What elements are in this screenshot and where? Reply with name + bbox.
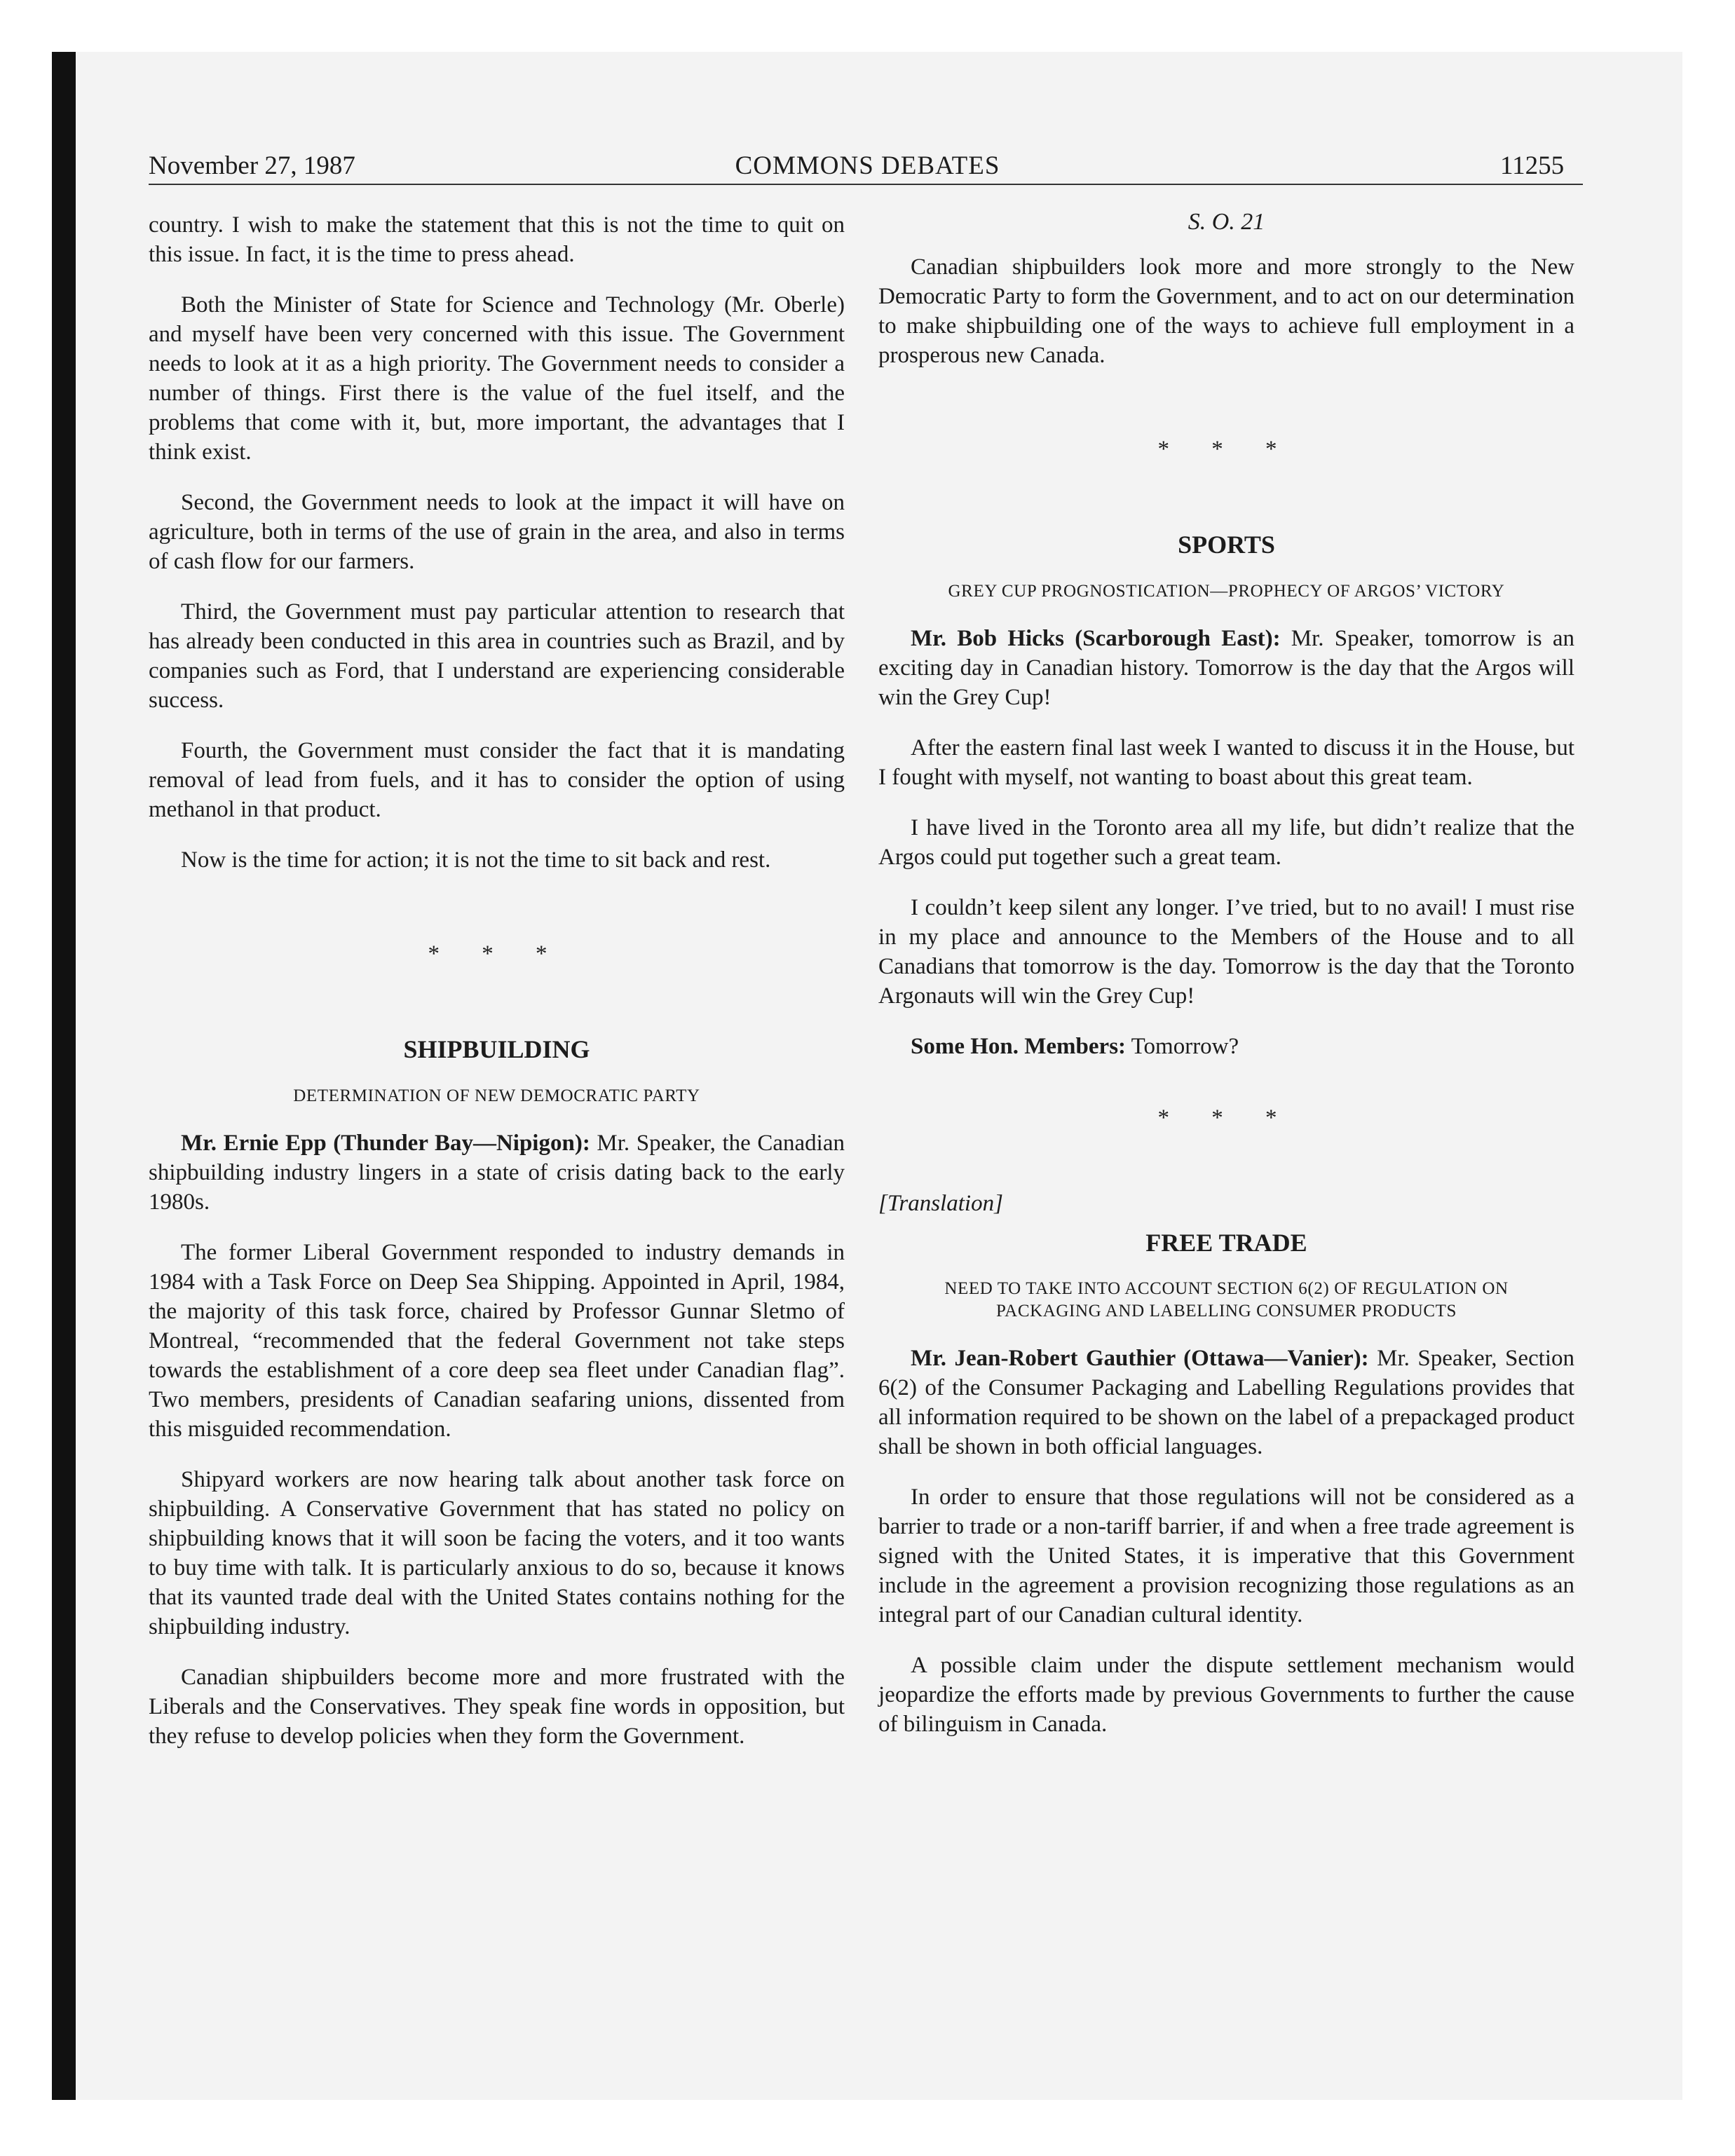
speech-text: Mr. Speaker, tomorrow is an exciting day in Canadian history. Tomorrow is the day that the Argos will win the Grey Cup! [878,625,1575,710]
paragraph: Now is the time for action; it is not the time to sit back and rest. [181,847,771,873]
speech-text: Mr. Speaker, the Canadian shipbuilding industry lingers in a state of crisis dating back to the early 1980s. [149,1130,845,1215]
section-subheading: DETERMINATION OF NEW DEMOCRATIC PARTY [293,1086,700,1105]
paragraph: The former Liberal Government responded to industry demands in 1984 with a Task Force on Deep Sea Shipping. Appointed in April, 1984, the majority of this task force, chaired by Professor Gunnar Sletmo of Montreal, “recommended that the federal Government not take steps towards the establishment of a core deep sea fleet under Canadian flag”. Two members, presidents of Canadian seafaring unions, dissented from this misguided recommendation. [149,1239,845,1442]
speech-paragraph [878,1344,1574,1461]
paragraph: I couldn’t keep silent any longer. I’ve tried, but to no avail! I must rise in my place and announce to the Members of the House and to all Canadians that tomorrow is the day. Tomorrow is the day that the Toronto Argonauts will win the Grey Cup! [878,894,1574,1009]
right-column [878,210,1574,1760]
paragraph: country. I wish to make the statement that this is not the time to quit on this issue. In fact, it is the time to press ahead. [149,212,845,267]
speech-paragraph [149,1128,845,1217]
speaker-name: Some Hon. Members: [911,1033,1127,1059]
section-heading: SPORTS [1178,531,1275,559]
paragraph: Canadian shipbuilders look more and more strongly to the New Democratic Party to form the Government, and to act on our determination to make shipbuilding one of the ways to achieve full employment in a prosperous new Canada. [878,254,1574,368]
section-separator: * * * [428,941,566,967]
section-heading: FREE TRADE [1145,1228,1307,1257]
paragraph: After the eastern final last week I wanted to discuss it in the House, but I fought with myself, not wanting to boast about this great team. [878,735,1574,790]
speaker-name: Mr. Bob Hicks (Scarborough East): [911,625,1281,651]
standing-order-label: S. O. 21 [1188,209,1265,235]
translation-marker: [Translation] [878,1190,1003,1216]
speech-text: Mr. Speaker, Section 6(2) of the Consumer Packaging and Labelling Regulations provides that all information required to be shown on the label of a prepackaged product shall be shown in both official languages. [878,1346,1574,1460]
paragraph: Second, the Government needs to look at the impact it will have on agriculture, both in terms of the use of grain in the area, and also in terms of cash flow for our farmers. [149,490,845,574]
speech-text: Tomorrow? [1126,1033,1239,1059]
speaker-name: Mr. Ernie Epp (Thunder Bay—Nipigon): [181,1130,590,1156]
section-subheading: NEED TO TAKE INTO ACCOUNT SECTION 6(2) OF REGULATION ON PACKAGING AND LABELLING CONSUMER PRODUCTS [944,1279,1509,1321]
section-heading: SHIPBUILDING [403,1035,590,1063]
speech-paragraph [878,624,1574,712]
paragraph: Canadian shipbuilders become more and more frustrated with the Liberals and the Conservatives. They speak fine words in opposition, but they refuse to develop policies when they form the Government. [149,1664,845,1749]
speech-paragraph [878,1032,1574,1061]
speaker-name: Mr. Jean-Robert Gauthier (Ottawa—Vanier): [911,1346,1369,1372]
binding-edge [52,52,76,2100]
paragraph: Third, the Government must pay particular attention to research that has already been conducted in this area in countries such as Brazil, and by companies such as Ford, that I understand are experiencing considerable success. [149,599,845,713]
section-subheading: GREY CUP PROGNOSTICATION—PROPHECY OF ARGOS’ VICTORY [948,581,1505,601]
header-rule [149,184,1583,185]
paragraph: A possible claim under the dispute settlement mechanism would jeopardize the efforts made by previous Governments to further the cause of bilinguism in Canada. [878,1653,1574,1738]
left-column [149,210,845,1772]
section-separator: * * * [1157,1105,1295,1131]
paragraph: In order to ensure that those regulations will not be considered as a barrier to trade or a non-tariff barrier, if and when a free trade agreement is signed with the United States, it is imperative that this Government include in the agreement a provision recognizing those regulations as an integral part of our Canadian cultural identity. [878,1485,1574,1628]
paragraph: Shipyard workers are now hearing talk about another task force on shipbuilding. A Conservative Government that has stated no policy on shipbuilding knows that it will soon be facing the voters, and it too wants to buy time with talk. It is particularly anxious to do so, because it knows that its vaunted trade deal with the United States contains nothing for the shipbuilding industry. [149,1466,845,1639]
paragraph: I have lived in the Toronto area all my life, but didn’t realize that the Argos could put together such a great team. [878,814,1574,870]
section-separator: * * * [1157,437,1295,462]
paragraph: Both the Minister of State for Science and Technology (Mr. Oberle) and myself have been very concerned with this issue. The Government needs to look at it as a high priority. The Government needs to consider a number of things. First there is the value of the fuel itself, and the problems that come with it, but, more important, the advantages that I think exist. [149,292,845,465]
header-title: COMMONS DEBATES [735,151,1000,180]
header-page-number: 11255 [1500,151,1565,180]
paragraph: Fourth, the Government must consider the fact that it is mandating removal of lead from fuels, and it has to consider the option of using methanol in that product. [149,738,845,822]
header-date: November 27, 1987 [149,151,355,180]
